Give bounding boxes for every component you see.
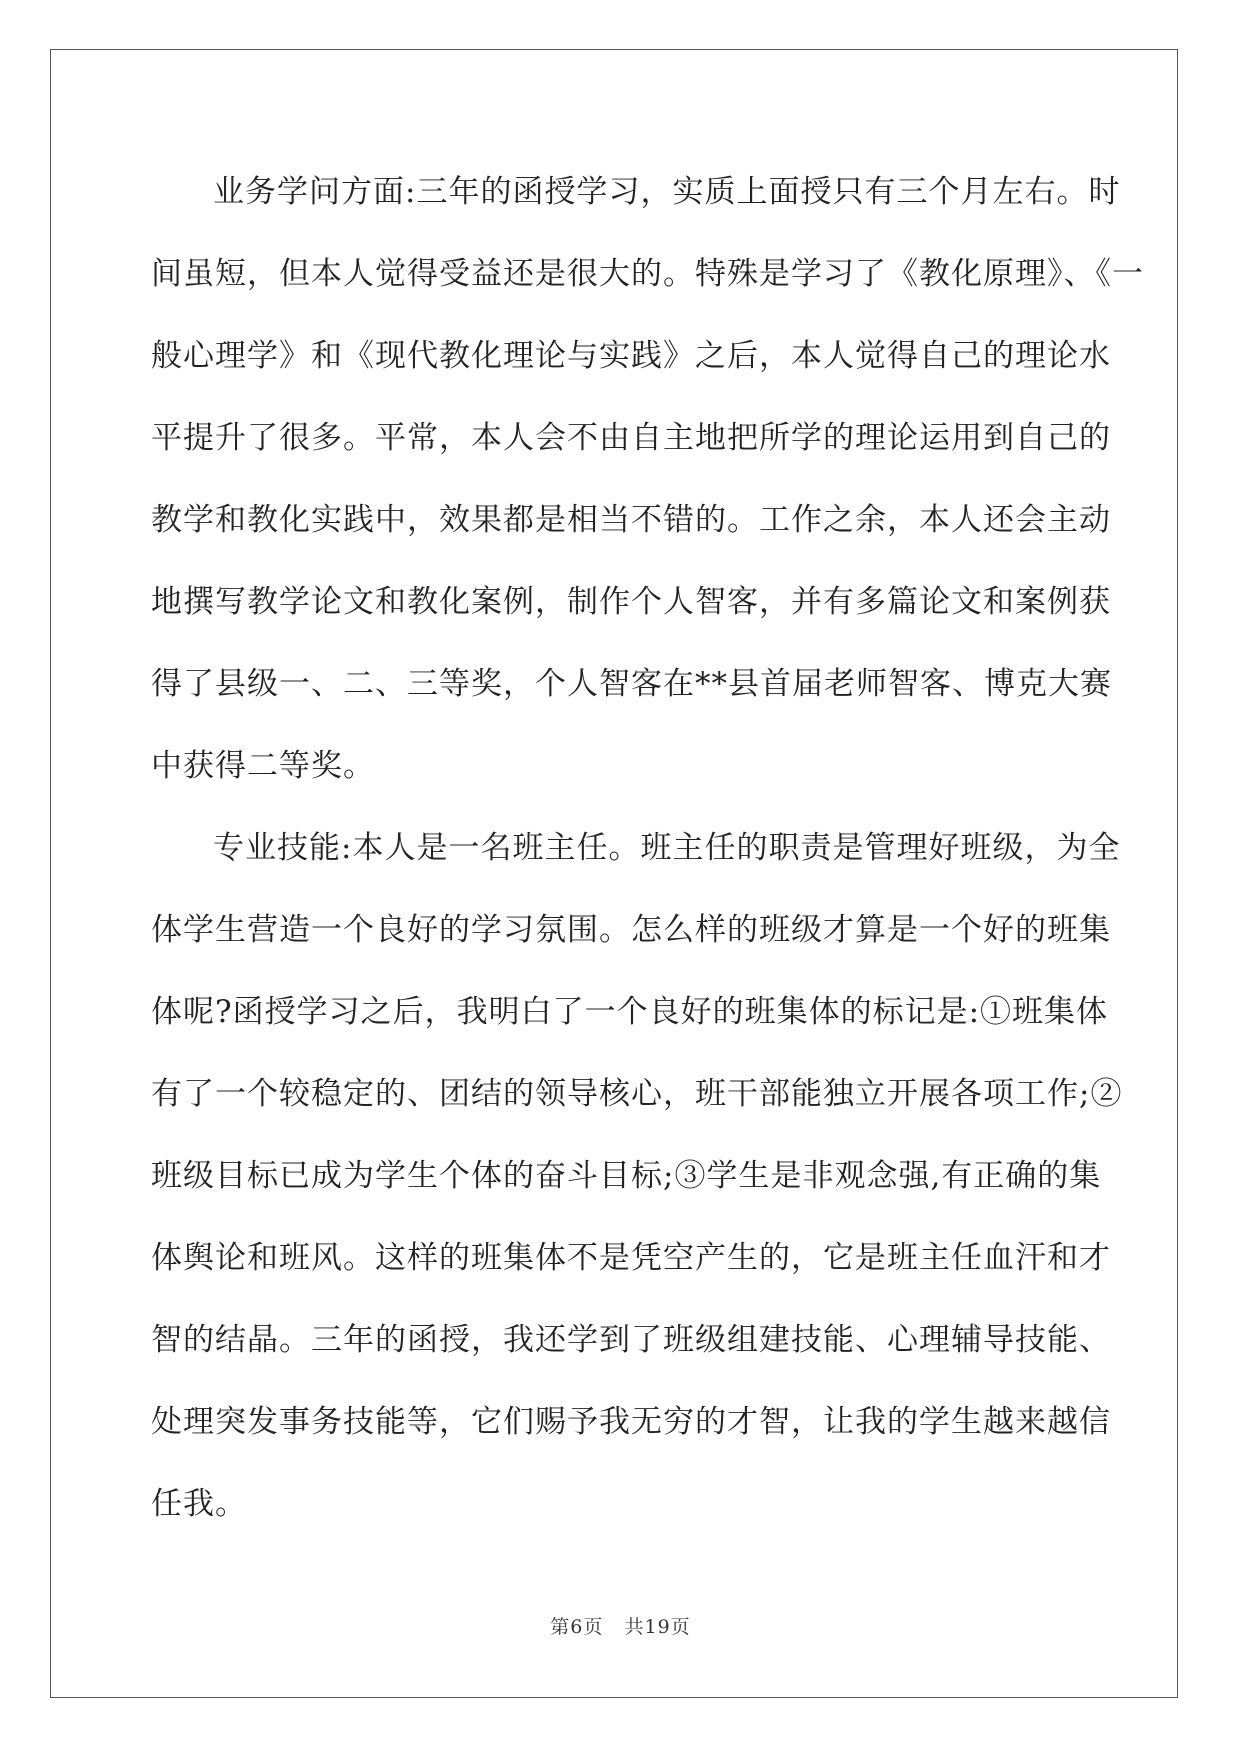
paragraph-1-line-6: 地撰写教学论文和教化案例，制作个人智客，并有多篇论文和案例获: [151, 584, 1111, 620]
page-total: 共19页: [624, 1616, 691, 1638]
paragraph-2-line-2: 体学生营造一个良好的学习氛围。怎么样的班级才算是一个好的班集: [151, 912, 1111, 948]
page-footer: [0, 1612, 1241, 1639]
page-number: 第6页: [550, 1616, 604, 1638]
paragraph-1-line-8: 中获得二等奖。: [151, 748, 375, 784]
paragraph-1-line-5: 教学和教化实践中，效果都是相当不错的。工作之余，本人还会主动: [151, 502, 1111, 538]
paragraph-1-line-2: 间虽短，但本人觉得受益还是很大的。特殊是学习了《教化原理》、《一: [151, 256, 1144, 292]
paragraph-1-line-1: 业务学问方面:三年的函授学习，实质上面授只有三个月左右。时: [213, 174, 1121, 210]
paragraph-2-line-6: 体舆论和班风。这样的班集体不是凭空产生的，它是班主任血汗和才: [151, 1240, 1111, 1276]
paragraph-2-line-5: 班级目标已成为学生个体的奋斗目标;③学生是非观念强,有正确的集: [151, 1158, 1102, 1194]
paragraph-2-line-9: 任我。: [151, 1486, 247, 1522]
paragraph-2-line-7: 智的结晶。三年的函授，我还学到了班级组建技能、心理辅导技能、: [151, 1322, 1111, 1358]
paragraph-2-line-4: 有了一个较稳定的、团结的领导核心，班干部能独立开展各项工作;②: [151, 1076, 1123, 1112]
paragraph-2-line-8: 处理突发事务技能等，它们赐予我无穷的才智，让我的学生越来越信: [151, 1404, 1111, 1440]
document-body: [151, 151, 1144, 1545]
paragraph-2-line-3: 体呢?函授学习之后，我明白了一个良好的班集体的标记是:①班集体: [151, 994, 1109, 1030]
paragraph-1-line-4: 平提升了很多。平常，本人会不由自主地把所学的理论运用到自己的: [151, 420, 1111, 456]
paragraph-1-line-7: 得了县级一、二、三等奖，个人智客在**县首届老师智客、博克大赛: [151, 666, 1112, 702]
paragraph-2-line-1: 专业技能:本人是一名班主任。班主任的职责是管理好班级，为全: [213, 830, 1121, 866]
paragraph-1-line-3: 般心理学》和《现代教化理论与实践》之后，本人觉得自己的理论水: [151, 338, 1111, 374]
